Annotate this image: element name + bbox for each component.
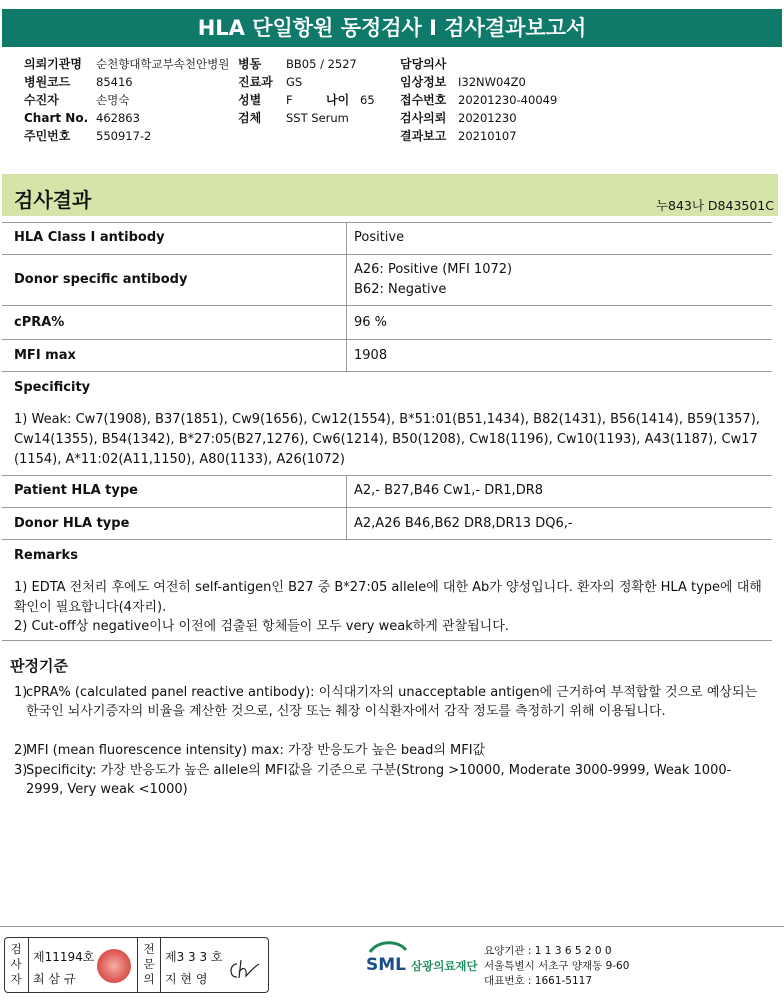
row-divider	[346, 508, 347, 539]
id-label: 주민번호	[24, 129, 71, 143]
sml-logo-icon	[364, 940, 410, 976]
org-line-2: 서울특별시 서초구 양재동 9-60	[484, 960, 630, 972]
remarks-label: Remarks	[14, 548, 78, 563]
remarks-bottom-line	[2, 640, 772, 641]
patient-value: 손명숙	[96, 93, 130, 107]
chart-value: 462863	[96, 111, 140, 125]
signature-mark	[227, 956, 263, 982]
result-code: 누843나 D843501C	[655, 198, 774, 213]
report-title: HLA 단일항원 동정검사 I 검사결과보고서	[2, 9, 782, 47]
specialist-name: 지 현 영	[165, 972, 208, 986]
criteria-item	[14, 683, 766, 721]
criteria-text: MFI (mean fluorescence intensity) max: 가장 반응도가 높은 bead의 MFI값	[26, 743, 486, 758]
org-line-3: 대표번호 : 1661-5117	[484, 975, 593, 987]
sign-divider	[28, 938, 29, 992]
sex-label: 성별	[238, 93, 262, 107]
dsa-values	[354, 260, 512, 300]
specialist-number: 제3 3 3 호	[165, 950, 223, 964]
code-label: 병원코드	[24, 75, 71, 89]
mfi-value: 1908	[354, 348, 388, 363]
row-divider	[346, 306, 347, 339]
footer-line	[0, 926, 784, 927]
row-divider	[346, 255, 347, 305]
criteria-number: 1)	[14, 685, 28, 700]
age-label: 나이	[326, 93, 350, 107]
report-date-value: 20210107	[458, 129, 517, 143]
sex-value: F	[286, 93, 293, 107]
ward-value: BB05 / 2527	[286, 57, 357, 71]
report-date-label: 결과보고	[400, 129, 447, 143]
row-mfi	[2, 340, 772, 372]
doctor-label: 담당의사	[400, 57, 447, 71]
criteria-text: Specificity: 가장 반응도가 높은 allele의 MFI값을 기준으로 구분(Strong >10000, Moderate 3000-9999, Weak 1000-2999, Very weak <1000)	[26, 763, 732, 797]
specificity-label: Specificity	[14, 380, 91, 395]
result-header	[2, 174, 778, 216]
inspector-label: 검사자	[10, 942, 22, 986]
row-cpra	[2, 306, 772, 340]
cpra-label: cPRA%	[14, 315, 65, 330]
row-donor-hla	[2, 508, 772, 540]
class1-label: HLA Class I antibody	[14, 230, 165, 245]
org-name: 삼광의료재단	[411, 959, 478, 973]
info-column-1	[24, 55, 229, 145]
row-divider	[346, 340, 347, 371]
signature-box	[4, 937, 269, 993]
row-dsa	[2, 255, 772, 306]
dept-label: 진료과	[238, 75, 273, 89]
seal-stamp	[97, 949, 131, 983]
donor-hla-label: Donor HLA type	[14, 516, 130, 531]
request-value: 20201230	[458, 111, 517, 125]
donor-hla-value: A2,A26 B46,B62 DR8,DR13 DQ6,-	[354, 516, 573, 531]
logo-text: SML	[366, 955, 406, 975]
specificity-text: 1) Weak: Cw7(1908), B37(1851), Cw9(1656), Cw12(1554), B*51:01(B51,1434), B82(1431), B56(1414), B59(1357), Cw14(1355), B54(1342), B*27:05(B27,1276), Cw6(1214), B50(1208), Cw18(1196), Cw10(1193), A43(1187), Cw17 (1154), A*11:02(A11,1150), A80(1133), A26(1072)	[14, 412, 760, 467]
row-class1	[2, 222, 772, 255]
specimen-label: 검체	[238, 111, 262, 125]
specialist-label: 전문의	[143, 942, 155, 986]
dept-value: GS	[286, 75, 303, 89]
remark-2: 2) Cut-off상 negative이나 이전에 검출된 항체들이 모두 very weak하게 관찰됩니다.	[14, 619, 509, 634]
id-value: 550917-2	[96, 129, 152, 143]
clinical-value: I32NW04Z0	[458, 75, 526, 89]
remark-1: 1) EDTA 전처리 후에도 여전히 self-antigen인 B27 중 B*27:05 allele에 대한 Ab가 양성입니다. 환자의 정확한 HLA type에 대해 확인이 필요합니다(4자리).	[14, 580, 762, 615]
mfi-label: MFI max	[14, 348, 76, 363]
sign-divider	[160, 938, 161, 992]
criteria-number: 3)	[14, 763, 28, 778]
sign-divider	[137, 938, 138, 992]
dsa-line-1: A26: Positive (MFI 1072)	[354, 262, 513, 277]
clinical-label: 임상정보	[400, 75, 447, 89]
criteria-item	[14, 741, 766, 760]
result-title: 검사결과	[14, 188, 92, 212]
ward-label: 병동	[238, 57, 262, 71]
class1-value: Positive	[354, 230, 405, 245]
chart-label: Chart No.	[24, 111, 89, 125]
inspector-number: 제11194호	[33, 950, 95, 964]
criteria-number: 2)	[14, 743, 28, 758]
criteria-title: 판정기준	[10, 657, 68, 675]
dsa-line-2: B62: Negative	[354, 282, 447, 297]
criteria-item	[14, 761, 766, 799]
receipt-label: 접수번호	[400, 93, 447, 107]
request-label: 검사의뢰	[400, 111, 447, 125]
receipt-value: 20201230-40049	[458, 93, 558, 107]
inspector-name: 최 삼 규	[33, 972, 76, 986]
specimen-value: SST Serum	[286, 111, 349, 125]
row-patient-hla	[2, 475, 772, 508]
age-value: 65	[360, 93, 375, 107]
row-divider	[346, 475, 347, 507]
cpra-value: 96 %	[354, 315, 388, 330]
code-value: 85416	[96, 75, 133, 89]
dsa-label: Donor specific antibody	[14, 272, 188, 287]
info-column-3	[400, 55, 557, 145]
row-divider	[346, 222, 347, 254]
patient-label: 수진자	[24, 93, 59, 107]
hospital-value: 순천향대학교부속천안병원	[96, 57, 230, 71]
patient-hla-label: Patient HLA type	[14, 483, 138, 498]
org-line-1: 요양기관 : 1 1 3 6 5 2 0 0	[484, 945, 612, 957]
org-info	[484, 944, 629, 989]
patient-hla-value: A2,- B27,B46 Cw1,- DR1,DR8	[354, 483, 544, 498]
info-column-2	[238, 55, 375, 127]
hospital-label: 의뢰기관명	[24, 57, 82, 71]
criteria-text: cPRA% (calculated panel reactive antibody): 이식대기자의 unacceptable antigen에 근거하여 부적합할 것으로 예상되는 한국인 뇌사기증자의 비율을 계산한 것으로, 신장 또는 췌장 이식환자에서 감작 정도를 측정하기 위해 이용됩니다.	[26, 685, 758, 719]
